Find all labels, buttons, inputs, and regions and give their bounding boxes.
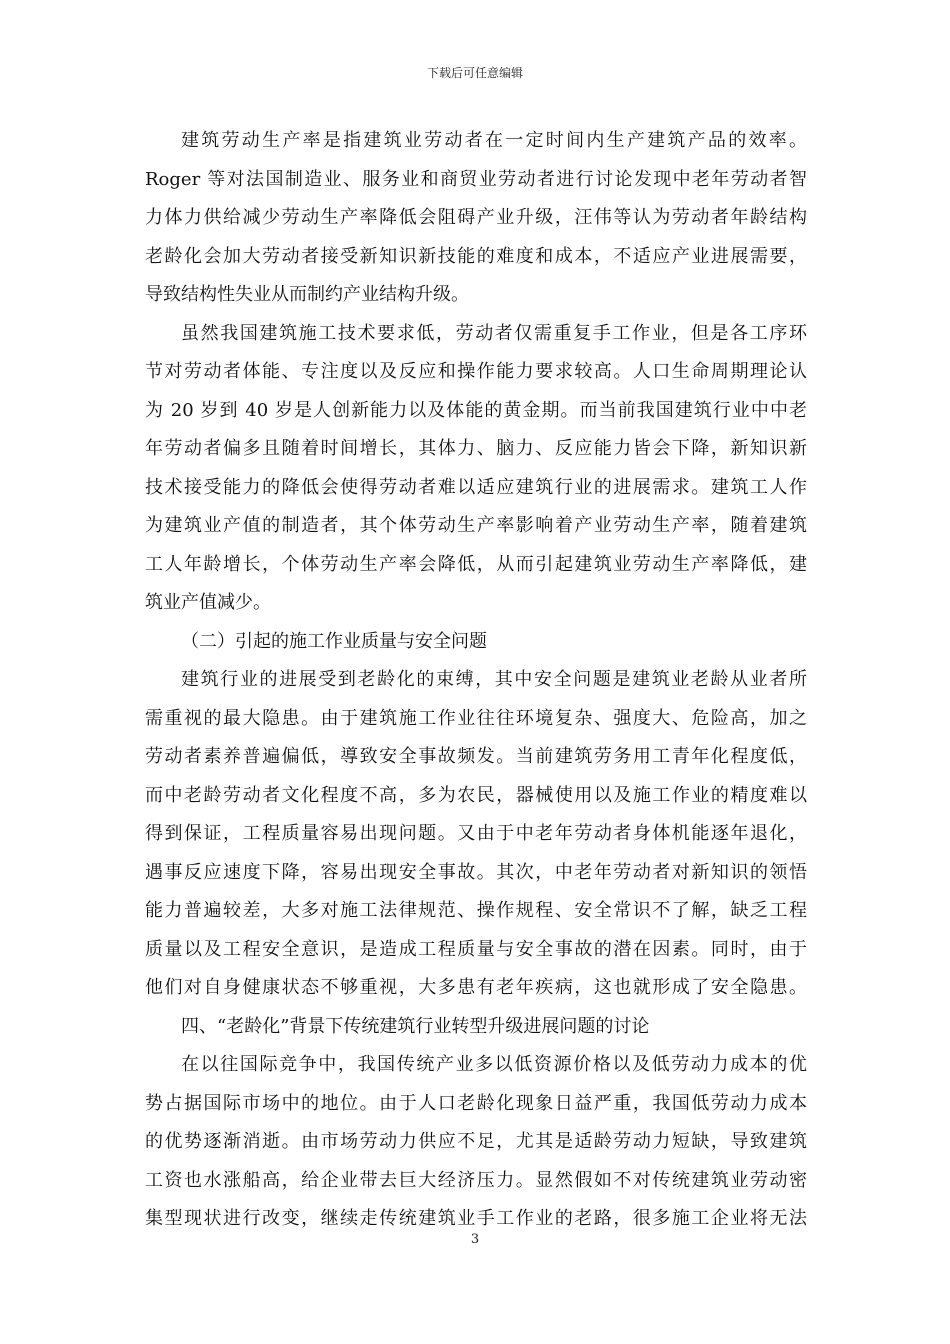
text-line: Roger 等对法国制造业、服务业和商贸业劳动者进行讨论发现中老年劳动者智 (145, 168, 807, 190)
text-line: 筑业产值减少。 (145, 592, 271, 613)
text-line: 技术接受能力的降低会使得劳动者难以适应建筑行业的进展需求。建筑工人作 (145, 476, 807, 498)
text-line: 需重视的最大隐患。由于建筑施工作业往往环境复杂、强度大、危险高，加之 (145, 707, 807, 729)
text-line: 虽然我国建筑施工技术要求低，劳动者仅需重复手工作业，但是各工序环 (181, 322, 807, 344)
text-line: 在以往国际竞争中，我国传统产业多以低资源价格以及低劳动力成本的优 (181, 1054, 807, 1075)
text-line: 老龄化会加大劳动者接受新知识新技能的难度和成本，不适应产业进展需要， (145, 245, 807, 267)
text-line: 力体力供给减少劳动生产率降低会阻碍产业升级，汪伟等认为劳动者年龄结构 (145, 207, 807, 228)
text-line: 劳动者素养普遍偏低，導致安全事故频发。当前建筑劳务用工青年化程度低， (145, 746, 807, 767)
text-line: 为建筑业产值的制造者，其个体劳动生产率影响着产业劳动生产率，随着建筑 (145, 515, 807, 536)
text-line: 遇事反应速度下降，容易出现安全事故。其次，中老年劳动者对新知识的领悟 (145, 861, 807, 883)
text-line: 年劳动者偏多且随着时间增长，其体力、脑力、反应能力皆会下降，新知识新 (145, 438, 807, 459)
page-number: 3 (470, 1232, 480, 1247)
text-line: 工资也水涨船高，给企业带去巨大经济压力。显然假如不对传统建筑业劳动密 (145, 1169, 807, 1191)
text-line: 质量以及工程安全意识，是造成工程质量与安全事故的潜在因素。同时，由于 (145, 938, 807, 960)
document-body (145, 122, 807, 1239)
text-line: 势占据国际市场中的地位。由于人口老龄化现象日益严重，我国低劳动力成本 (145, 1092, 807, 1114)
text-line: 节对劳动者体能、专注度以及反应和操作能力要求较高。人口生命周期理论认 (145, 361, 807, 382)
text-line: 得到保证，工程质量容易出现问题。又由于中老年劳动者身体机能逐年退化， (145, 823, 807, 844)
text-line: 四、“老龄化”背景下传统建筑行业转型升级进展问题的讨论 (181, 1015, 650, 1037)
page-header: 下载后可任意编辑 (426, 66, 523, 80)
text-line: 工人年龄增长，个体劳动生产率会降低，从而引起建筑业劳动生产率降低，建 (145, 553, 807, 575)
text-line: 而中老龄劳动者文化程度不高，多为农民，器械使用以及施工作业的精度难以 (145, 784, 807, 806)
text-line: 他们对自身健康状态不够重视，大多患有老年疾病，这也就形成了安全隐患。 (145, 977, 807, 998)
text-line: 建筑行业的进展受到老龄化的束缚，其中安全问题是建筑业老龄从业者所 (181, 669, 807, 690)
text-line: （二）引起的施工作业质量与安全问题 (181, 630, 487, 652)
text-line: 为 20 岁到 40 岁是人创新能力以及体能的黄金期。而当前我国建筑行业中中老 (145, 399, 807, 421)
text-line: 导致结构性失业从而制约产业结构升级。 (145, 284, 469, 305)
text-line: 能力普遍较差，大多对施工法律规范、操作规程、安全常识不了解，缺乏工程 (145, 900, 807, 921)
text-line: 建筑劳动生产率是指建筑业劳动者在一定时间内生产建筑产品的效率。 (181, 130, 807, 151)
text-line: 集型现状进行改变，继续走传统建筑业手工作业的老路，很多施工企业将无法 (145, 1208, 807, 1229)
text-line: 的优势逐渐消逝。由市场劳动力供应不足，尤其是适龄劳动力短缺，导致建筑 (145, 1131, 807, 1152)
